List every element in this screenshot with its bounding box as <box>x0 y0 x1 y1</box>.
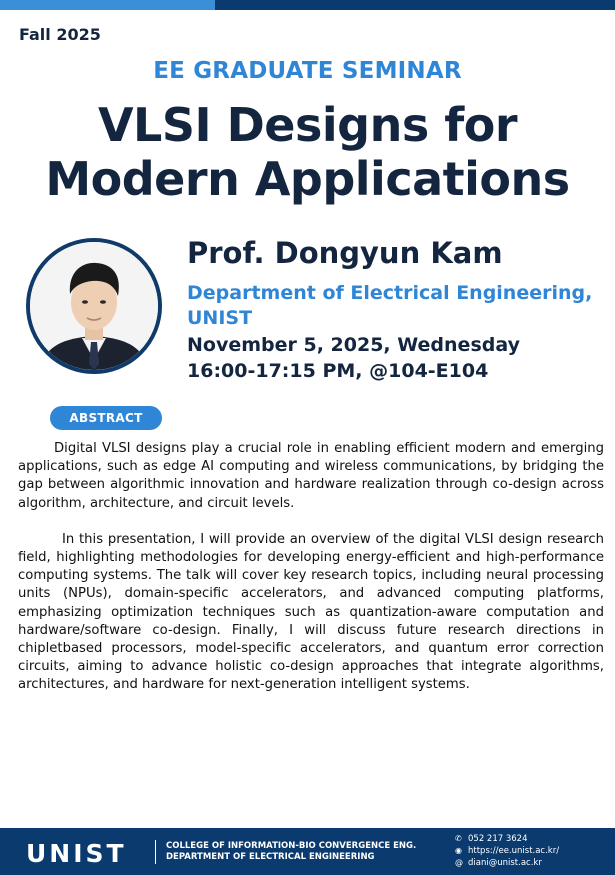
seminar-series: EE GRADUATE SEMINAR <box>153 58 462 84</box>
speaker-name: Prof. Dongyun Kam <box>187 236 503 270</box>
phone-icon: ✆ <box>455 834 462 843</box>
top-bar <box>0 0 615 10</box>
abstract-body <box>18 440 604 695</box>
email-icon: @ <box>455 858 463 867</box>
speaker-photo <box>26 238 162 374</box>
title-line-1: VLSI Designs for <box>97 98 518 152</box>
title-line-2: Modern Applications <box>45 152 570 206</box>
unist-logo: UNIST <box>26 839 127 868</box>
top-bar-accent <box>0 0 215 10</box>
speaker-portrait-icon <box>30 242 158 370</box>
abstract-paragraph-2: In this presentation, I will provide an overview of the digital VLSI design research field, highlighting methodologies for developing energy-efficient and high-performance computing systems. The talk will cover key research topics, including neural processing units (NPUs), domain-specific accelerators, and advanced computing platforms, emphasizing optimization techniques such as quantization-aware computation and hardware/software co-design. Finally, I will discuss future research directions in chipletbased processors, model-specific accelerators, and quantum error correction circuits, aiming to advance holistic co-design approaches that integrate algorithms, architectures, and hardware for next-generation intelligent systems. <box>18 531 604 693</box>
phone-number: 052 217 3624 <box>468 834 528 844</box>
college-info <box>166 841 416 863</box>
contact-phone <box>455 833 559 845</box>
contact-info <box>455 833 559 869</box>
website-link[interactable]: https://ee.unist.ac.kr/ <box>468 846 560 856</box>
college-line-2: DEPARTMENT OF ELECTRICAL ENGINEERING <box>166 852 375 862</box>
web-icon: ◉ <box>455 846 462 855</box>
abstract-badge: ABSTRACT <box>50 406 162 430</box>
seminar-title <box>0 98 615 206</box>
college-line-1: COLLEGE OF INFORMATION-BIO CONVERGENCE ENG. <box>166 841 417 851</box>
seminar-time-place: 16:00-17:15 PM, @104-E104 <box>187 360 489 382</box>
contact-website <box>455 845 559 857</box>
email-link[interactable]: diani@unist.ac.kr <box>468 858 542 868</box>
contact-email <box>455 857 559 869</box>
footer <box>0 828 615 875</box>
season-label: Fall 2025 <box>19 25 101 44</box>
speaker-department: Department of Electrical Engineering, UNIST <box>187 282 593 329</box>
seminar-date: November 5, 2025, Wednesday <box>187 334 520 356</box>
abstract-paragraph-1: Digital VLSI designs play a crucial role in enabling efficient modern and emerging applications, such as edge AI computing and wireless communications, by bridging the gap between algorithmic innovation and hardware realization through co-design across algorithm, architecture, and circuit levels. <box>18 441 604 511</box>
footer-divider <box>155 840 156 864</box>
